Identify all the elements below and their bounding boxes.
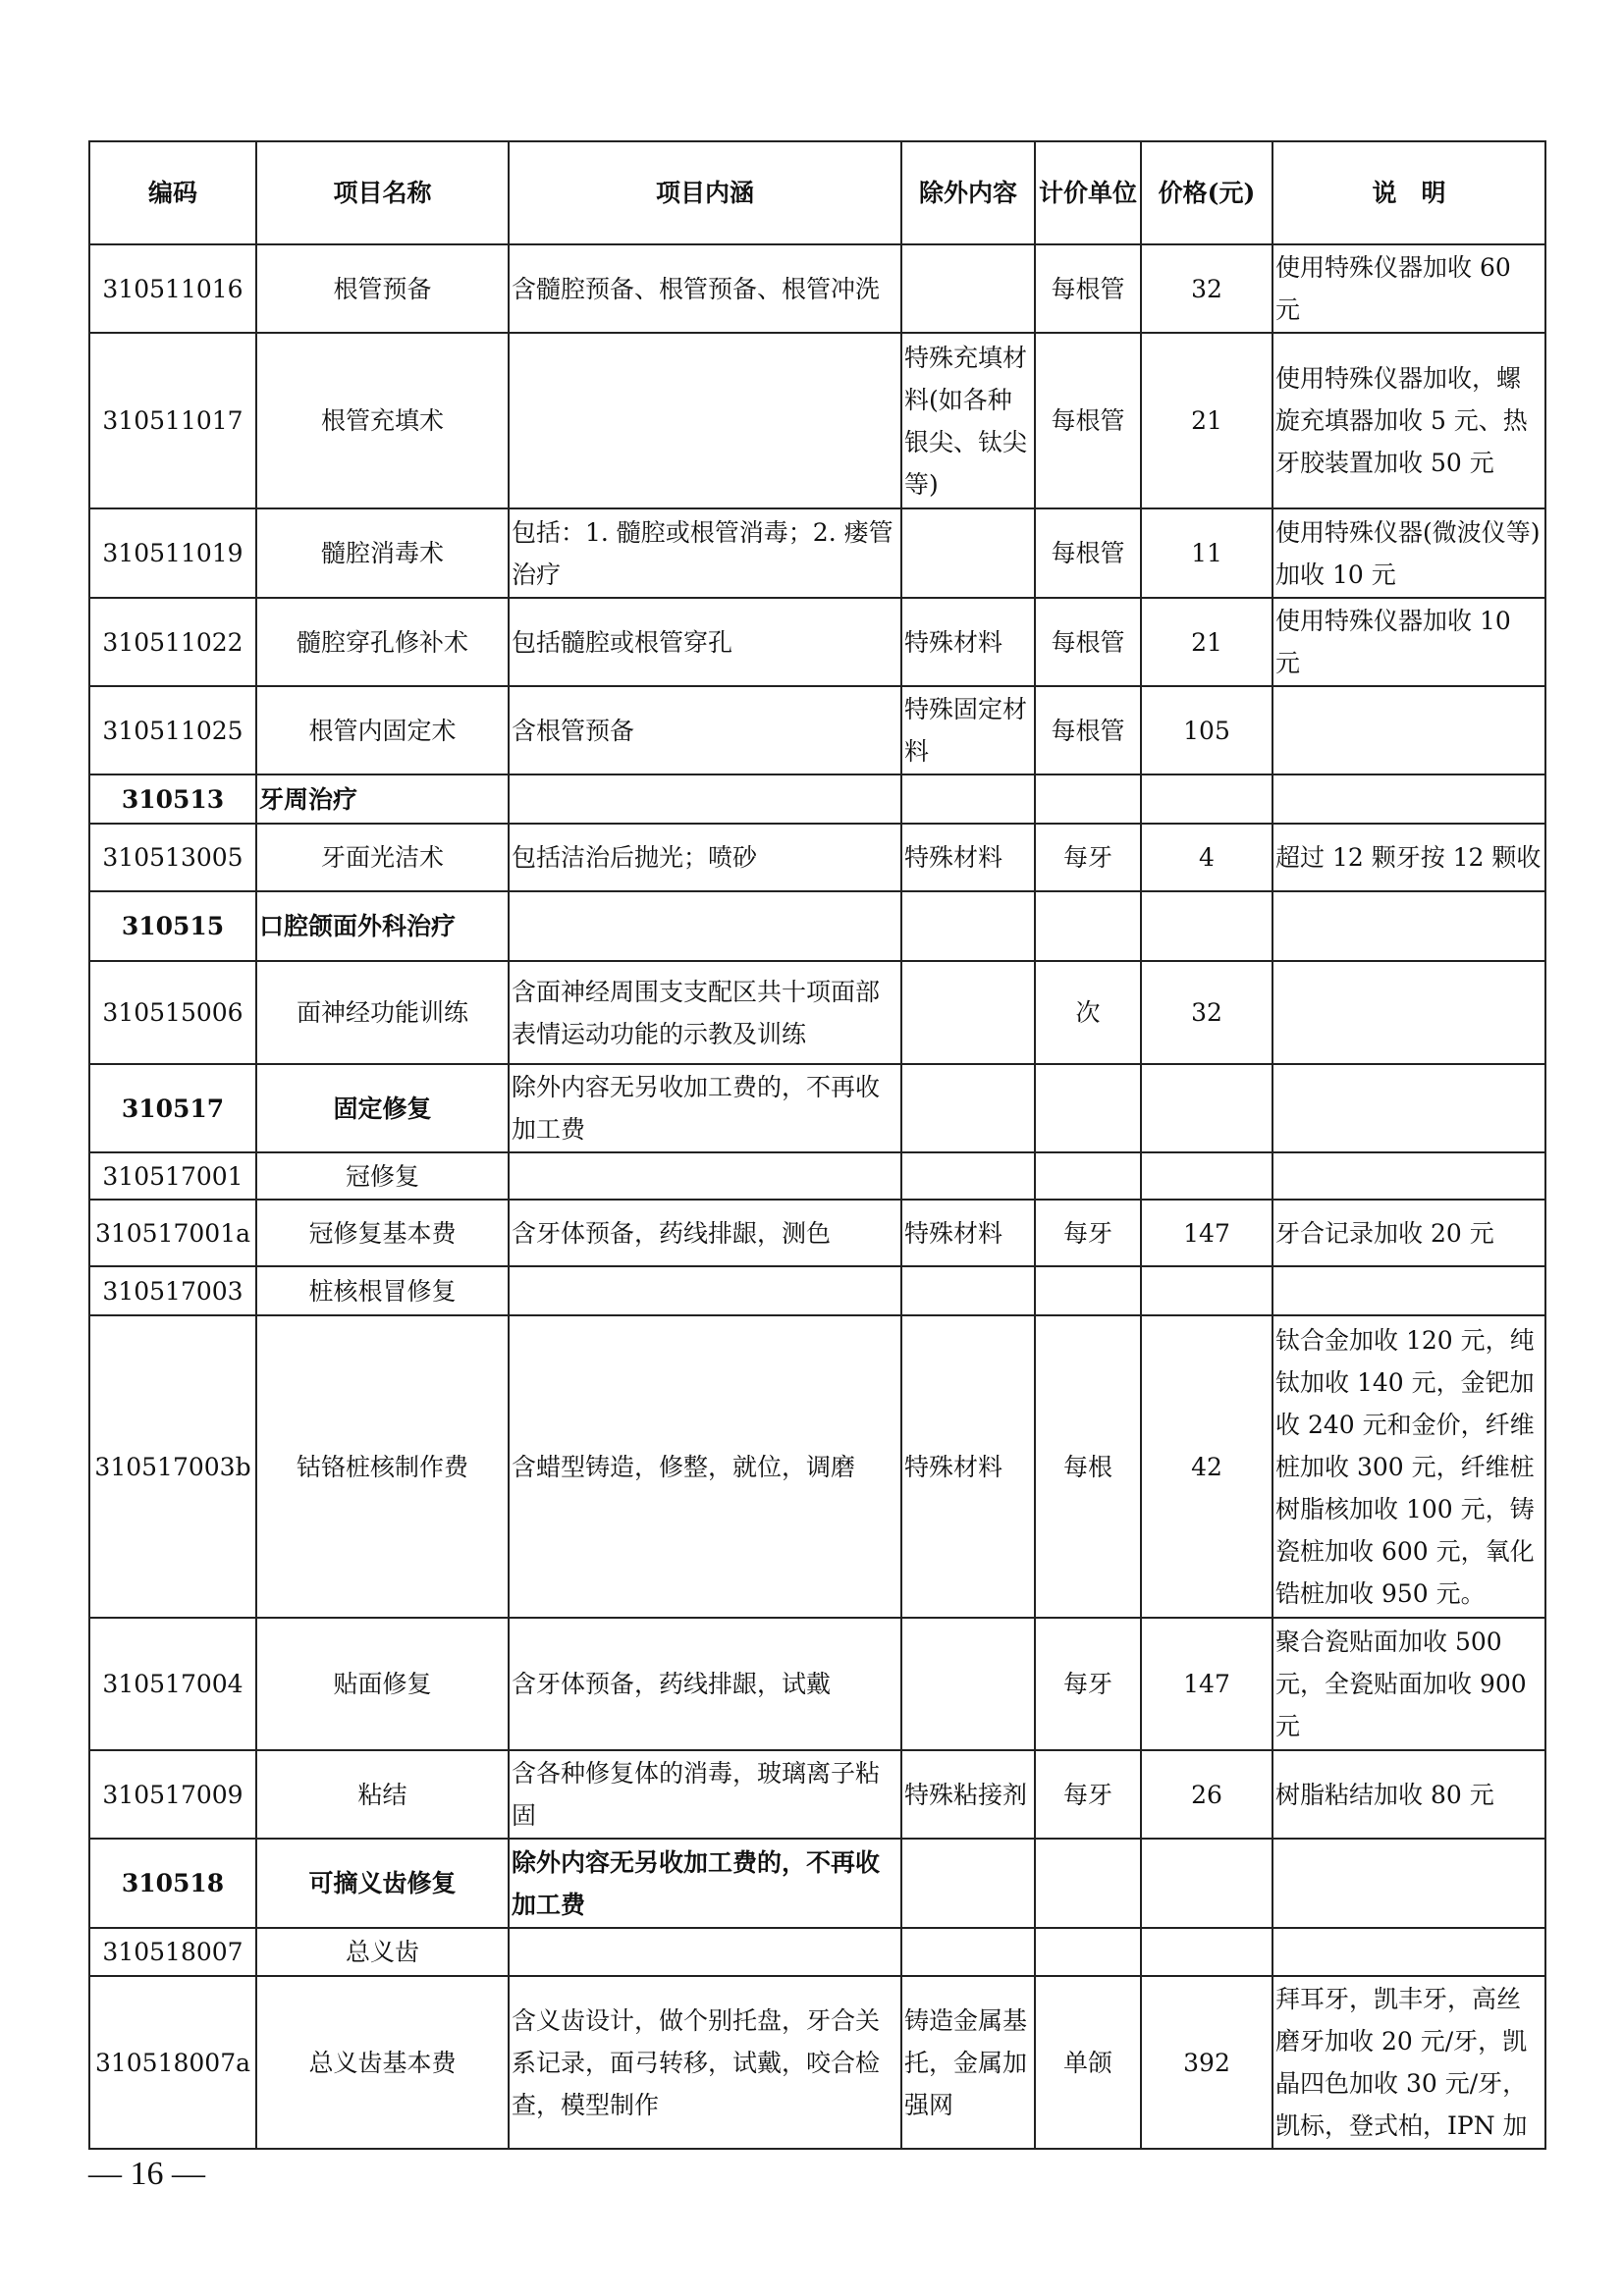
cell-code: 310513005 [89, 824, 256, 891]
cell-price [1141, 1152, 1272, 1200]
cell-content: 含面神经周围支支配区共十项面部表情运动功能的示教及训练 [509, 961, 901, 1064]
cell-content: 包括洁治后抛光；喷砂 [509, 824, 901, 891]
section-row [89, 1839, 1545, 1928]
cell-name: 固定修复 [256, 1064, 509, 1152]
table-row [89, 333, 1545, 508]
cell-unit [1035, 774, 1141, 824]
cell-note: 聚合瓷贴面加收 500 元，全瓷贴面加收 900 元 [1272, 1618, 1545, 1750]
cell-price: 21 [1141, 598, 1272, 686]
cell-price [1141, 1839, 1272, 1928]
cell-price: 105 [1141, 686, 1272, 774]
cell-note [1272, 1928, 1545, 1976]
cell-unit [1035, 1928, 1141, 1976]
header-note: 说 明 [1272, 141, 1545, 244]
cell-unit: 每根管 [1035, 244, 1141, 333]
cell-name: 面神经功能训练 [256, 961, 509, 1064]
price-table [88, 140, 1546, 2150]
cell-name: 根管内固定术 [256, 686, 509, 774]
cell-price: 392 [1141, 1976, 1272, 2149]
cell-unit: 每牙 [1035, 824, 1141, 891]
cell-content: 含各种修复体的消毒，玻璃离子粘固 [509, 1750, 901, 1839]
table-row [89, 824, 1545, 891]
cell-note [1272, 891, 1545, 961]
header-excluded: 除外内容 [901, 141, 1035, 244]
cell-price: 26 [1141, 1750, 1272, 1839]
header-name: 项目名称 [256, 141, 509, 244]
cell-code: 310511016 [89, 244, 256, 333]
cell-excluded: 特殊充填材料(如各种银尖、钛尖等) [901, 333, 1035, 508]
cell-price [1141, 774, 1272, 824]
cell-excluded [901, 774, 1035, 824]
cell-price: 32 [1141, 961, 1272, 1064]
cell-price: 4 [1141, 824, 1272, 891]
cell-excluded [901, 1064, 1035, 1152]
table-row [89, 508, 1545, 598]
cell-name: 髓腔消毒术 [256, 508, 509, 598]
header-unit: 计价单位 [1035, 141, 1141, 244]
cell-content: 含义齿设计，做个别托盘，牙合关系记录，面弓转移，试戴，咬合检查，模型制作 [509, 1976, 901, 2149]
header-code: 编码 [89, 141, 256, 244]
table-row [89, 1928, 1545, 1976]
cell-name: 冠修复基本费 [256, 1200, 509, 1266]
cell-name: 桩核根冒修复 [256, 1266, 509, 1315]
cell-code: 310518 [89, 1839, 256, 1928]
cell-price [1141, 1928, 1272, 1976]
cell-note [1272, 1839, 1545, 1928]
cell-excluded [901, 508, 1035, 598]
cell-excluded: 特殊粘接剂 [901, 1750, 1035, 1839]
cell-code: 310518007 [89, 1928, 256, 1976]
cell-note: 拜耳牙，凯丰牙，高丝磨牙加收 20 元/牙，凯晶四色加收 30 元/牙，凯标，登式柏，IPN 加 [1272, 1976, 1545, 2149]
table-row [89, 1976, 1545, 2149]
cell-content: 含牙体预备，药线排龈，测色 [509, 1200, 901, 1266]
cell-unit: 每根管 [1035, 598, 1141, 686]
cell-name: 根管充填术 [256, 333, 509, 508]
cell-name: 口腔颌面外科治疗 [256, 891, 509, 961]
cell-unit: 单颌 [1035, 1976, 1141, 2149]
cell-unit [1035, 1839, 1141, 1928]
cell-code: 310517009 [89, 1750, 256, 1839]
cell-name: 可摘义齿修复 [256, 1839, 509, 1928]
cell-name: 钴铬桩核制作费 [256, 1315, 509, 1618]
cell-excluded [901, 1839, 1035, 1928]
table-header [89, 141, 1545, 244]
cell-excluded: 特殊材料 [901, 1315, 1035, 1618]
cell-excluded [901, 244, 1035, 333]
cell-note: 钛合金加收 120 元，纯钛加收 140 元，金钯加收 240 元和金价，纤维桩加收 300 元，纤维桩树脂核加收 100 元，铸瓷桩加收 600 元，氧化锆桩加收 950 元。 [1272, 1315, 1545, 1618]
cell-price: 32 [1141, 244, 1272, 333]
cell-note [1272, 961, 1545, 1064]
cell-price [1141, 1064, 1272, 1152]
cell-name: 根管预备 [256, 244, 509, 333]
cell-excluded [901, 1266, 1035, 1315]
cell-excluded: 铸造金属基托，金属加强网 [901, 1976, 1035, 2149]
cell-excluded [901, 1152, 1035, 1200]
cell-price: 147 [1141, 1618, 1272, 1750]
cell-unit: 每根管 [1035, 686, 1141, 774]
cell-code: 310517003 [89, 1266, 256, 1315]
cell-note: 使用特殊仪器加收，螺旋充填器加收 5 元、热牙胶装置加收 50 元 [1272, 333, 1545, 508]
cell-name: 总义齿基本费 [256, 1976, 509, 2149]
cell-unit: 每牙 [1035, 1750, 1141, 1839]
cell-content: 含根管预备 [509, 686, 901, 774]
cell-content: 含蜡型铸造，修整，就位，调磨 [509, 1315, 901, 1618]
cell-name: 牙周治疗 [256, 774, 509, 824]
cell-excluded [901, 1618, 1035, 1750]
cell-content [509, 1266, 901, 1315]
cell-unit: 每根 [1035, 1315, 1141, 1618]
cell-note [1272, 1064, 1545, 1152]
cell-unit: 每牙 [1035, 1618, 1141, 1750]
cell-code: 310515006 [89, 961, 256, 1064]
table-row [89, 961, 1545, 1064]
table-row [89, 598, 1545, 686]
cell-note [1272, 1152, 1545, 1200]
cell-unit: 每牙 [1035, 1200, 1141, 1266]
cell-name: 冠修复 [256, 1152, 509, 1200]
cell-code: 310517 [89, 1064, 256, 1152]
cell-price: 11 [1141, 508, 1272, 598]
table-row [89, 1618, 1545, 1750]
cell-unit [1035, 1152, 1141, 1200]
cell-name: 贴面修复 [256, 1618, 509, 1750]
cell-unit: 每根管 [1035, 508, 1141, 598]
cell-content [509, 891, 901, 961]
cell-note [1272, 1266, 1545, 1315]
cell-excluded [901, 1928, 1035, 1976]
cell-code: 310517001a [89, 1200, 256, 1266]
cell-note: 使用特殊仪器加收 60 元 [1272, 244, 1545, 333]
cell-name: 总义齿 [256, 1928, 509, 1976]
section-row [89, 1064, 1545, 1152]
cell-unit [1035, 1266, 1141, 1315]
cell-content: 含髓腔预备、根管预备、根管冲洗 [509, 244, 901, 333]
cell-content [509, 1928, 901, 1976]
table-row [89, 1315, 1545, 1618]
cell-note: 牙合记录加收 20 元 [1272, 1200, 1545, 1266]
page-number: — 16 — [88, 2156, 205, 2192]
table-row [89, 1152, 1545, 1200]
cell-content: 含牙体预备，药线排龈，试戴 [509, 1618, 901, 1750]
cell-code: 310515 [89, 891, 256, 961]
table-row [89, 244, 1545, 333]
cell-excluded: 特殊材料 [901, 824, 1035, 891]
cell-price [1141, 1266, 1272, 1315]
cell-content [509, 1152, 901, 1200]
cell-code: 310511022 [89, 598, 256, 686]
cell-content: 除外内容无另收加工费的，不再收加工费 [509, 1839, 901, 1928]
header-content: 项目内涵 [509, 141, 901, 244]
cell-note [1272, 774, 1545, 824]
header-price: 价格(元) [1141, 141, 1272, 244]
cell-price: 21 [1141, 333, 1272, 508]
cell-code: 310513 [89, 774, 256, 824]
cell-unit: 次 [1035, 961, 1141, 1064]
cell-content: 包括：1. 髓腔或根管消毒；2. 瘘管治疗 [509, 508, 901, 598]
cell-code: 310517001 [89, 1152, 256, 1200]
cell-note: 使用特殊仪器(微波仪等)加收 10 元 [1272, 508, 1545, 598]
cell-unit [1035, 891, 1141, 961]
cell-excluded [901, 891, 1035, 961]
table-row [89, 1266, 1545, 1315]
cell-note: 超过 12 颗牙按 12 颗收 [1272, 824, 1545, 891]
cell-code: 310511019 [89, 508, 256, 598]
cell-price: 42 [1141, 1315, 1272, 1618]
cell-name: 髓腔穿孔修补术 [256, 598, 509, 686]
cell-unit [1035, 1064, 1141, 1152]
cell-content: 除外内容无另收加工费的，不再收加工费 [509, 1064, 901, 1152]
cell-code: 310511017 [89, 333, 256, 508]
cell-content [509, 774, 901, 824]
cell-price: 147 [1141, 1200, 1272, 1266]
cell-name: 粘结 [256, 1750, 509, 1839]
cell-excluded: 特殊材料 [901, 598, 1035, 686]
cell-code: 310511025 [89, 686, 256, 774]
cell-unit: 每根管 [1035, 333, 1141, 508]
table-row [89, 686, 1545, 774]
section-row [89, 891, 1545, 961]
cell-content: 包括髓腔或根管穿孔 [509, 598, 901, 686]
cell-price [1141, 891, 1272, 961]
cell-note: 树脂粘结加收 80 元 [1272, 1750, 1545, 1839]
cell-code: 310517003b [89, 1315, 256, 1618]
cell-code: 310517004 [89, 1618, 256, 1750]
table-row [89, 1200, 1545, 1266]
cell-name: 牙面光洁术 [256, 824, 509, 891]
cell-excluded: 特殊固定材料 [901, 686, 1035, 774]
section-row [89, 774, 1545, 824]
cell-code: 310518007a [89, 1976, 256, 2149]
cell-excluded [901, 961, 1035, 1064]
cell-excluded: 特殊材料 [901, 1200, 1035, 1266]
cell-note [1272, 686, 1545, 774]
cell-content [509, 333, 901, 508]
table-row [89, 1750, 1545, 1839]
cell-note: 使用特殊仪器加收 10 元 [1272, 598, 1545, 686]
